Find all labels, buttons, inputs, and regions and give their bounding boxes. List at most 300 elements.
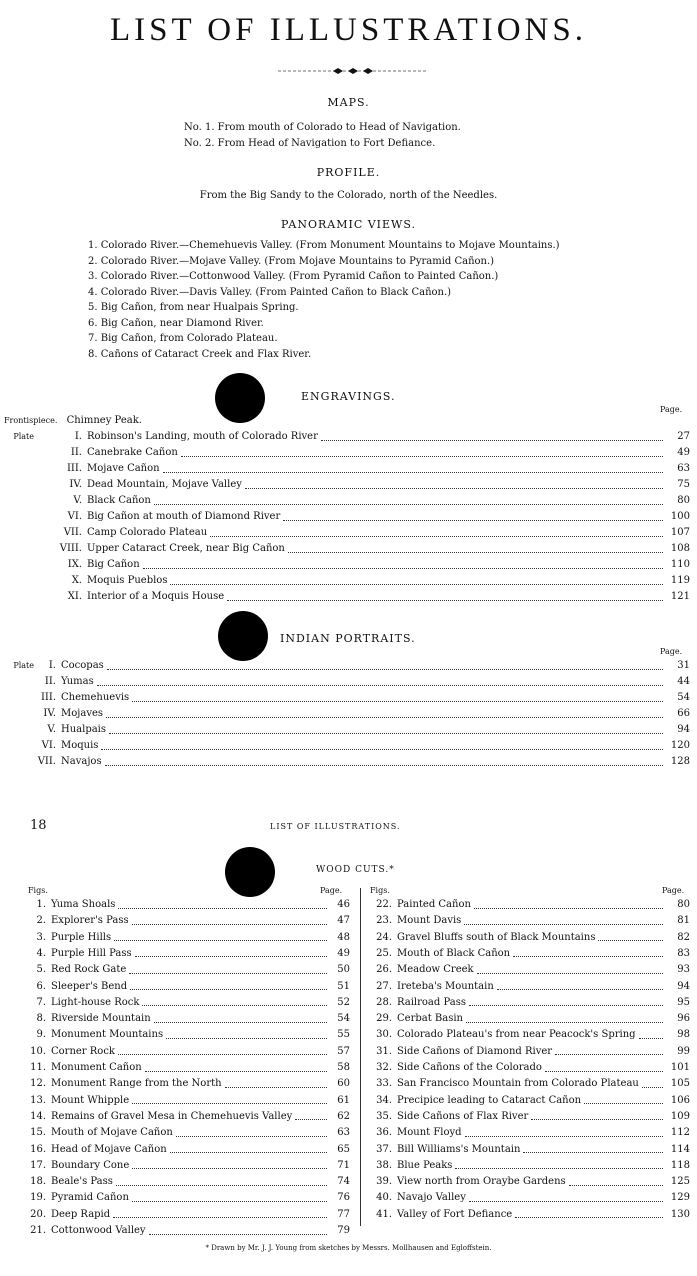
item-number: IX. [67, 559, 82, 570]
item-title: Monument Mountains [51, 1029, 164, 1041]
woodcut-row [20, 1111, 350, 1122]
item-title: Cerbat Basin [397, 1013, 463, 1025]
dot-leader [109, 732, 663, 734]
item-page: 47 [337, 915, 350, 927]
item-title: Monument Cañon [51, 1062, 142, 1073]
item-page: 109 [670, 1110, 690, 1122]
item-number: VI. [67, 511, 82, 522]
item-title: Black Cañon [87, 495, 151, 506]
item-number: IV. [69, 479, 82, 490]
plate-label: Plate [13, 432, 34, 441]
item-number: XI. [67, 591, 82, 602]
dot-leader [129, 972, 327, 974]
woodcuts-heading: WOOD CUTS.* [316, 865, 395, 875]
item-number: 7. [36, 996, 46, 1008]
item-number: 16. [30, 1143, 46, 1155]
item-title: Purple Hills [51, 931, 112, 943]
woodcut-row [20, 1209, 350, 1220]
item-page: 63 [337, 1127, 350, 1139]
woodcut-row [364, 1078, 690, 1089]
dot-leader [114, 939, 327, 941]
map-item: No. 1. From mouth of Colorado to Head of Navigation. [184, 122, 461, 133]
engravings-page-label: Page. [660, 405, 683, 414]
dot-leader [142, 1004, 327, 1006]
item-title: Hualpais [61, 724, 107, 735]
dot-leader [465, 1135, 663, 1137]
item-number: 26. [376, 964, 392, 976]
woodcut-row [364, 1046, 690, 1057]
item-number: 38. [376, 1159, 392, 1171]
item-title: Big Cañon at mouth of Diamond River [87, 511, 281, 522]
frontispiece-label: Frontispiece. [4, 416, 58, 425]
dot-leader [143, 567, 663, 569]
item-title: Colorado Plateau's from near Peacock's Spring [397, 1029, 636, 1041]
dot-leader [545, 1070, 663, 1072]
dot-leader [154, 503, 663, 505]
woodcut-row [364, 899, 690, 910]
item-title: Valley of Fort Defiance [397, 1208, 513, 1220]
engraving-row [4, 447, 690, 458]
woodcut-row [364, 1144, 690, 1155]
item-title: Mojaves [61, 708, 104, 719]
dot-leader [154, 1021, 327, 1023]
plate-label: Plate [13, 661, 34, 670]
item-number: V. [47, 724, 56, 735]
item-title: Pyramid Cañon [51, 1192, 129, 1204]
item-number: 25. [376, 947, 392, 959]
dot-leader [515, 1216, 663, 1218]
item-page: 54 [677, 692, 690, 703]
item-page: 62 [337, 1110, 350, 1122]
item-page: 80 [677, 495, 690, 506]
item-page: 108 [670, 543, 690, 554]
dot-leader [132, 1200, 327, 1202]
item-number: 11. [30, 1062, 46, 1073]
dot-leader [132, 1167, 327, 1169]
item-number: 32. [376, 1062, 392, 1073]
item-page: 79 [337, 1225, 350, 1236]
profile-heading: PROFILE. [316, 166, 381, 179]
woodcut-row [20, 1078, 350, 1089]
item-title: Mouth of Black Cañon [397, 947, 511, 959]
engraving-row [4, 463, 690, 474]
item-title: Bill Williams's Mountain [397, 1143, 521, 1155]
item-page: 95 [677, 996, 690, 1008]
item-title: Monument Range from the North [51, 1078, 222, 1090]
item-page: 114 [670, 1143, 690, 1155]
woodcut-row [364, 932, 690, 943]
item-number: 29. [376, 1013, 392, 1025]
dot-leader [210, 535, 663, 537]
portrait-row [4, 740, 690, 751]
dot-leader [166, 1037, 327, 1039]
woodcut-row [364, 1127, 690, 1138]
item-title: Sleeper's Bend [51, 980, 128, 992]
maps-heading: MAPS. [327, 96, 370, 109]
item-number: 10. [30, 1045, 46, 1057]
item-page: 130 [670, 1208, 690, 1220]
item-title: Light-house Rock [51, 996, 140, 1008]
item-title: Purple Hill Pass [51, 947, 132, 959]
item-number: 17. [30, 1159, 46, 1171]
item-page: 54 [337, 1013, 350, 1025]
woodcut-row [364, 915, 690, 926]
item-page: 128 [670, 756, 690, 767]
item-title: Head of Mojave Cañon [51, 1143, 167, 1155]
item-number: 39. [376, 1176, 392, 1188]
item-number: 41. [376, 1208, 392, 1220]
woodcut-row [364, 1160, 690, 1171]
item-page: 81 [677, 915, 690, 927]
item-number: X. [71, 575, 82, 586]
woodcut-row [364, 964, 690, 975]
item-title: Precipice leading to Cataract Cañon [397, 1094, 582, 1106]
item-title: Robinson's Landing, mouth of Colorado River [87, 431, 318, 442]
item-page: 66 [677, 708, 690, 719]
dot-leader [469, 1200, 663, 1202]
engraving-row [4, 495, 690, 506]
woodcut-row [20, 1127, 350, 1138]
item-title: Moquis Pueblos [87, 575, 168, 586]
item-title: Riverside Mountain [51, 1013, 151, 1025]
item-number: 35. [376, 1110, 392, 1122]
item-number: 19. [30, 1192, 46, 1204]
item-number: V. [73, 495, 82, 506]
item-number: 2. [36, 915, 46, 927]
dot-leader [225, 1086, 327, 1088]
item-title: Navajo Valley [397, 1192, 466, 1204]
item-number: I. [48, 660, 56, 671]
profile-text: From the Big Sandy to the Colorado, north of the Needles. [199, 190, 498, 201]
item-page: 106 [670, 1094, 690, 1106]
dot-leader [106, 716, 663, 718]
item-page: 82 [677, 931, 690, 943]
woodcut-row [20, 899, 350, 910]
item-page: 58 [337, 1062, 350, 1073]
item-page: 112 [670, 1127, 690, 1139]
item-page: 60 [337, 1078, 350, 1090]
dot-leader [497, 988, 663, 990]
item-number: 15. [30, 1127, 46, 1139]
item-number: 13. [30, 1094, 46, 1106]
woodcut-row [364, 1209, 690, 1220]
panoramic-heading: PANORAMIC VIEWS. [281, 218, 416, 231]
dot-leader [531, 1118, 663, 1120]
item-page: 98 [677, 1029, 690, 1041]
dot-leader [584, 1102, 663, 1104]
item-title: Big Cañon [87, 559, 140, 570]
woodcut-row [20, 1013, 350, 1024]
woodcut-row [364, 1013, 690, 1024]
item-number: 18. [30, 1176, 46, 1188]
item-page: 110 [670, 559, 690, 570]
item-title: Deep Rapid [51, 1208, 111, 1220]
dot-leader [107, 668, 663, 670]
woodcut-row [20, 1029, 350, 1040]
woodcuts-figs-label-left: Figs. [28, 886, 48, 895]
engraving-row [4, 559, 690, 570]
item-page: 120 [670, 740, 690, 751]
item-page: 71 [337, 1159, 350, 1171]
item-number: VII. [63, 527, 82, 538]
item-page: 125 [670, 1176, 690, 1188]
portraits-heading: INDIAN PORTRAITS. [280, 632, 416, 645]
item-page: 49 [337, 947, 350, 959]
dot-leader [466, 1021, 663, 1023]
item-title: Gravel Bluffs south of Black Mountains [397, 931, 596, 943]
item-number: VIII. [59, 543, 82, 554]
woodcut-row [364, 997, 690, 1008]
item-title: Ireteba's Mountain [397, 980, 494, 992]
item-number: 5. [36, 964, 46, 976]
panoramic-item: 8. Cañons of Cataract Creek and Flax River. [88, 348, 312, 360]
item-title: Mount Davis [397, 915, 462, 927]
woodcut-row [20, 964, 350, 975]
item-number: I. [74, 431, 82, 442]
item-title: View north from Oraybe Gardens [397, 1176, 566, 1188]
item-page: 63 [677, 463, 690, 474]
panoramic-item: 5. Big Cañon, from near Hualpais Spring. [88, 302, 299, 313]
engravings-heading: ENGRAVINGS. [301, 390, 396, 403]
item-title: Side Cañons of Diamond River [397, 1045, 553, 1057]
panoramic-item: 1. Colorado River.—Chemehuevis Valley. (From Monument Mountains to Mojave Mountains.) [88, 240, 560, 251]
dot-leader [149, 1233, 327, 1235]
woodcut-row [364, 948, 690, 959]
dot-leader [321, 439, 663, 441]
item-title: Yumas [61, 676, 94, 687]
woodcut-row [364, 1176, 690, 1187]
portrait-row [4, 756, 690, 767]
engraving-row [4, 543, 690, 554]
item-number: 24. [376, 931, 392, 943]
item-page: 57 [337, 1045, 350, 1057]
item-number: 12. [30, 1078, 46, 1090]
item-page: 99 [677, 1045, 690, 1057]
dot-leader [116, 1184, 327, 1186]
item-title: Side Cañons of the Colorado [397, 1062, 542, 1073]
dot-leader [132, 700, 663, 702]
item-page: 46 [337, 899, 350, 910]
item-title: Boundary Cone [51, 1159, 130, 1171]
item-page: 129 [670, 1192, 690, 1204]
panoramic-item: 3. Colorado River.—Cottonwood Valley. (From Pyramid Cañon to Painted Cañon.) [88, 271, 499, 282]
item-title: Railroad Pass [397, 996, 466, 1008]
panoramic-item: 2. Colorado River.—Mojave Valley. (From Mojave Mountains to Pyramid Cañon.) [88, 255, 495, 267]
running-head: LIST OF ILLUSTRATIONS. [270, 822, 401, 831]
woodcut-row [20, 1225, 350, 1236]
ornament-divider [278, 64, 428, 78]
item-page: 48 [337, 931, 350, 943]
item-number: 28. [376, 996, 392, 1008]
woodcut-row [364, 1029, 690, 1040]
item-number: III. [40, 692, 56, 703]
engraving-row [4, 575, 690, 586]
item-number: VI. [41, 740, 56, 751]
item-number: III. [66, 463, 82, 474]
item-title: Canebrake Cañon [87, 447, 178, 458]
item-page: 121 [670, 591, 690, 602]
item-number: 33. [376, 1078, 392, 1090]
item-title: Camp Colorado Plateau [87, 527, 208, 538]
item-number: 3. [36, 931, 46, 943]
dot-leader [513, 955, 663, 957]
dot-leader [288, 551, 663, 553]
item-page: 51 [337, 980, 350, 992]
dot-leader [598, 939, 663, 941]
dot-leader [170, 1151, 327, 1153]
item-page: 76 [337, 1192, 350, 1204]
item-number: 21. [30, 1225, 46, 1236]
dot-leader [555, 1053, 663, 1055]
frontispiece [4, 415, 142, 426]
item-page: 52 [337, 996, 350, 1008]
panoramic-item: 4. Colorado River.—Davis Valley. (From Painted Cañon to Black Cañon.) [88, 286, 452, 298]
ink-blot [218, 611, 268, 661]
item-title: Interior of a Moquis House [87, 591, 225, 602]
dot-leader [639, 1037, 663, 1039]
item-number: 1. [36, 899, 46, 910]
page-number: 18 [30, 818, 47, 833]
engraving-row [4, 431, 690, 442]
item-title: Cocopas [61, 660, 104, 671]
item-number: II. [44, 676, 56, 687]
woodcuts-page-label-right: Page. [662, 886, 685, 895]
item-page: 101 [670, 1062, 690, 1073]
dot-leader [295, 1118, 327, 1120]
dot-leader [132, 1102, 327, 1104]
dot-leader [145, 1070, 327, 1072]
item-title: Navajos [61, 756, 102, 767]
portrait-row [4, 724, 690, 735]
dot-leader [181, 455, 663, 457]
item-number: 34. [376, 1094, 392, 1106]
column-divider [360, 888, 361, 1226]
item-title: Mouth of Mojave Cañon [51, 1127, 173, 1139]
item-title: Moquis [61, 740, 99, 751]
item-page: 83 [677, 947, 690, 959]
dot-leader [97, 684, 663, 686]
woodcut-row [364, 1095, 690, 1106]
item-title: Mojave Cañon [87, 463, 160, 474]
ink-blot [225, 847, 275, 897]
woodcut-row [20, 1062, 350, 1073]
dot-leader [569, 1184, 663, 1186]
panoramic-item: 7. Big Cañon, from Colorado Plateau. [88, 333, 278, 344]
item-title: Cottonwood Valley [51, 1225, 146, 1236]
woodcuts-page-label-left: Page. [320, 886, 343, 895]
item-title: Mount Whipple [51, 1094, 130, 1106]
woodcuts-figs-label-right: Figs. [370, 886, 390, 895]
dot-leader [474, 907, 663, 909]
item-page: 65 [337, 1143, 350, 1155]
item-number: 36. [376, 1127, 392, 1139]
woodcut-row [20, 1176, 350, 1187]
dot-leader [132, 923, 327, 925]
item-title: Yuma Shoals [51, 899, 116, 910]
woodcut-row [364, 981, 690, 992]
map-item: No. 2. From Head of Navigation to Fort Defiance. [184, 138, 436, 149]
dot-leader [118, 1053, 327, 1055]
item-number: 27. [376, 980, 392, 992]
item-page: 80 [677, 899, 690, 910]
item-number: 30. [376, 1029, 392, 1041]
dot-leader [135, 955, 327, 957]
item-number: 31. [376, 1045, 392, 1057]
frontispiece-text: Chimney Peak. [66, 415, 142, 426]
engraving-row [4, 591, 690, 602]
woodcut-row [20, 1192, 350, 1203]
dot-leader [101, 748, 663, 750]
item-title: Dead Mountain, Mojave Valley [87, 479, 242, 490]
dot-leader [283, 519, 663, 521]
item-page: 61 [337, 1094, 350, 1106]
dot-leader [130, 988, 327, 990]
portraits-page-label: Page. [660, 647, 683, 656]
item-number: 14. [30, 1110, 46, 1122]
item-page: 105 [670, 1078, 690, 1090]
item-page: 94 [677, 724, 690, 735]
item-title: Chemehuevis [61, 692, 130, 703]
item-number: 20. [30, 1208, 46, 1220]
item-page: 44 [677, 676, 690, 687]
engraving-row [4, 527, 690, 538]
item-page: 96 [677, 1013, 690, 1025]
item-title: Mount Floyd [397, 1127, 462, 1139]
dot-leader [469, 1004, 663, 1006]
ink-blot [215, 373, 265, 423]
woodcut-row [20, 948, 350, 959]
item-title: Meadow Creek [397, 964, 474, 976]
item-page: 74 [337, 1176, 350, 1188]
dot-leader [176, 1135, 327, 1137]
item-page: 119 [670, 575, 690, 586]
item-number: 22. [376, 899, 392, 910]
item-title: Corner Rock [51, 1045, 115, 1057]
item-page: 107 [670, 527, 690, 538]
woodcut-row [20, 915, 350, 926]
item-title: Explorer's Pass [51, 915, 129, 927]
item-title: Beale's Pass [51, 1176, 113, 1188]
dot-leader [455, 1167, 663, 1169]
item-number: VII. [37, 756, 56, 767]
dot-leader [642, 1086, 663, 1088]
woodcut-row [364, 1192, 690, 1203]
item-page: 55 [337, 1029, 350, 1041]
portrait-row [4, 708, 690, 719]
dot-leader [227, 599, 663, 601]
dot-leader [170, 583, 663, 585]
woodcut-row [20, 981, 350, 992]
footnote: * Drawn by Mr. J. J. Young from sketches by Messrs. Mollhausen and Egloffstein. [205, 1244, 492, 1252]
item-number: 6. [36, 980, 46, 992]
woodcut-row [20, 1160, 350, 1171]
portrait-row [4, 660, 690, 671]
item-title: Blue Peaks [397, 1159, 453, 1171]
item-page: 77 [337, 1208, 350, 1220]
item-page: 75 [677, 479, 690, 490]
item-number: 4. [36, 947, 46, 959]
woodcut-row [20, 997, 350, 1008]
dot-leader [105, 764, 663, 766]
item-page: 50 [337, 964, 350, 976]
dot-leader [118, 907, 327, 909]
dot-leader [477, 972, 663, 974]
dot-leader [464, 923, 663, 925]
woodcut-row [20, 1095, 350, 1106]
dot-leader [113, 1216, 327, 1218]
item-title: Painted Cañon [397, 899, 471, 910]
item-number: 37. [376, 1143, 392, 1155]
